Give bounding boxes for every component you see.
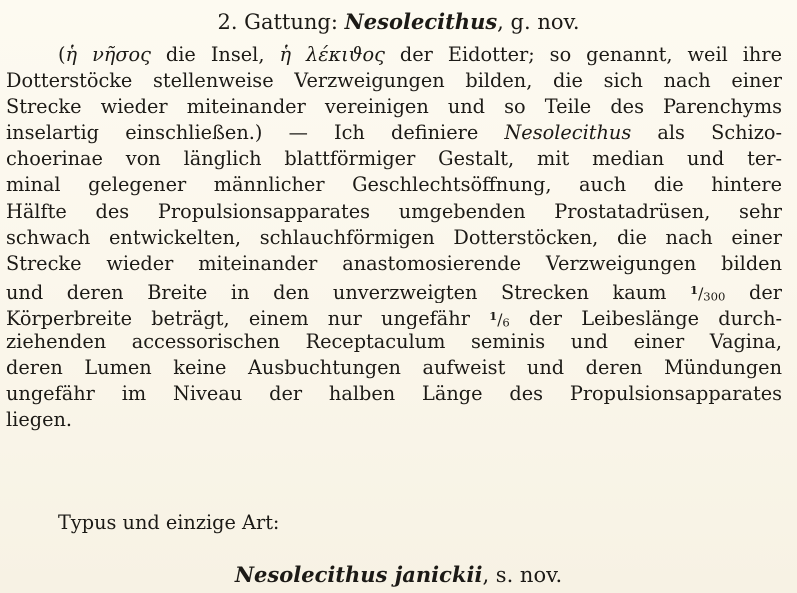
fraction-one-sixth: $^1/_6$	[489, 308, 510, 330]
fraction-numerator: 1	[690, 282, 699, 297]
species-heading	[0, 561, 797, 589]
fraction-one-three-hundredth: $^1/_{300}$	[690, 282, 726, 303]
line-10-text-b: der	[725, 281, 782, 303]
line-10-text-a: und deren Breite in den unverzweigten Strecken kaum	[6, 281, 691, 303]
fraction-numerator: 1	[489, 308, 498, 323]
paragraph-line-2: Dotterstöcke stellenweise Verzweigungen bilden, die sich nach einer	[6, 69, 782, 93]
greek-island-word: ἡ νῆσος	[65, 43, 151, 66]
paragraph-line-10	[6, 277, 782, 303]
inline-genus-name: Nesolecithus	[504, 121, 632, 145]
paragraph-line-6: minal gelegener männlicher Geschlechtsöffnung, auch die hintere	[6, 173, 782, 197]
paragraph-line-1	[6, 42, 782, 68]
line-4-text-a: inselartig einschließen.) — Ich definiere	[6, 121, 505, 145]
greek-yolk-word: ἡ λέκιϑος	[279, 43, 385, 66]
species-suffix: , s. nov.	[482, 563, 563, 587]
paragraph-line-15: liegen.	[6, 408, 73, 432]
heading-prefix: 2. Gattung:	[217, 10, 345, 34]
line-1-text-a: die Insel,	[150, 43, 280, 66]
genus-heading	[0, 8, 797, 36]
heading-suffix: , g. nov.	[497, 10, 580, 34]
paragraph-line-11	[6, 303, 782, 329]
species-name: Nesolecithus janickii	[234, 562, 483, 587]
paragraph-line-3: Strecke wieder miteinander vereinigen und so Teile des Parenchyms	[6, 95, 782, 119]
description-paragraph	[6, 42, 782, 433]
fraction-denominator: 300	[703, 289, 726, 303]
paragraph-line-9: Strecke wieder miteinander anastomosierende Verzweigungen bilden	[6, 251, 782, 275]
paragraph-line-13: deren Lumen keine Ausbuchtungen aufweist und deren Mündungen	[6, 356, 782, 380]
line-1-open-paren: (	[58, 43, 66, 66]
paragraph-line-12: ziehenden accessorischen Receptaculum seminis und einer Vagina,	[6, 330, 782, 354]
paragraph-line-4	[6, 120, 782, 146]
type-species-label: Typus und einzige Art:	[58, 511, 280, 534]
heading-genus-name: Nesolecithus	[344, 9, 498, 34]
line-11-text-b: der Leibeslänge durch-	[509, 307, 782, 330]
paragraph-line-5: choerinae von länglich blattförmiger Gestalt, mit median und ter-	[6, 147, 782, 171]
line-4-text-b: als Schizo-	[631, 121, 782, 145]
fraction-denominator: 6	[502, 315, 510, 330]
paragraph-line-7: Hälfte des Propulsionsapparates umgebenden Prostatadrüsen, sehr	[6, 199, 782, 223]
paragraph-line-8: schwach entwickelten, schlauchförmigen Dotterstöcken, die nach einer	[6, 225, 782, 249]
line-1-text-b: der Eidotter; so genannt, weil ihre	[384, 43, 782, 66]
line-11-text-a: Körperbreite beträgt, einem nur ungefähr	[6, 307, 490, 330]
paragraph-line-14: ungefähr im Niveau der halben Länge des Propulsionsapparates	[6, 382, 782, 406]
